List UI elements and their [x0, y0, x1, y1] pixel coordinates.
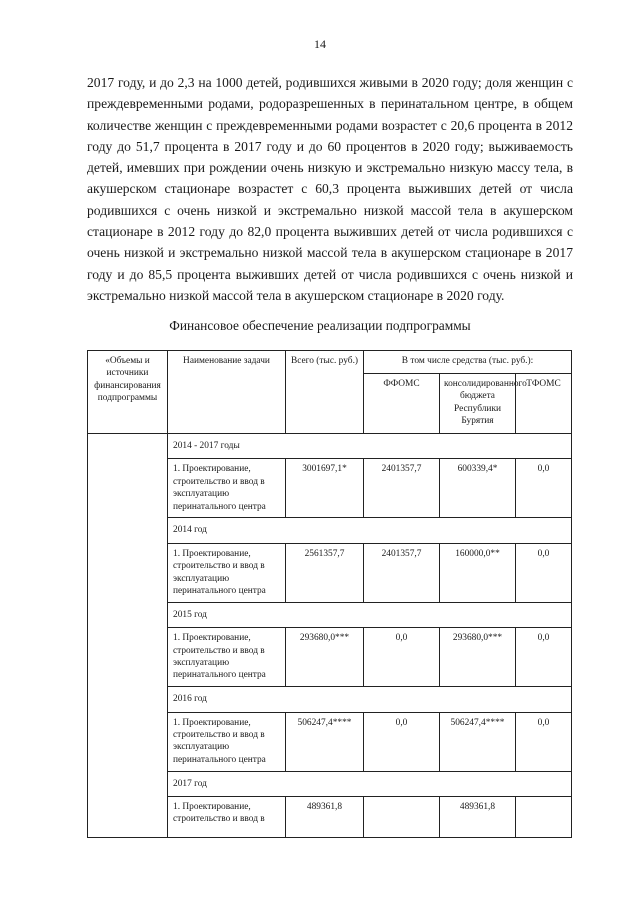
header-tfoms: ТФОМС	[516, 374, 572, 434]
sources-cell	[88, 434, 168, 838]
header-sources: «Объемы и источники финансирования подпрограммы	[88, 351, 168, 434]
tfoms-value	[516, 797, 572, 838]
financing-table	[87, 350, 572, 838]
header-including: В том числе средства (тыс. руб.):	[364, 351, 572, 374]
tfoms-value: 0,0	[516, 628, 572, 687]
budget-value: 506247,4****	[440, 712, 516, 771]
total-value: 506247,4****	[286, 712, 364, 771]
section-title: Финансовое обеспечение реализации подпрограммы	[169, 318, 471, 333]
period-label: 2014 год	[168, 518, 572, 543]
body-paragraph: 2017 году, и до 2,3 на 1000 детей, родившихся живыми в 2020 году; доля женщин с преждевременными родами, родоразрешенных в перинатальном центре, в общем количестве женщин с преждевременными родами возрастет с 20,6 процента в 2012 году до 51,7 процента в 2017 году и до 60 процентов в 2020 году; выживаемость детей, имевших при рождении очень низкую и экстремально низкую массу тела, в акушерском стационаре возрастет с 60,3 процента выживших детей от числа родившихся с очень низкой и экстремально низкой массой тела в акушерском стационаре в 2012 году до 82,0 процента выживших детей от числа родившихся с очень низкой и экстремально низкой массой тела в акушерском стационаре в 2017 году и до 85,5 процента выживших детей от числа родившихся с очень низкой и экстремально низкой массой тела в акушерском стационаре в 2020 году.	[87, 75, 573, 303]
header-budget: консолидированного бюджета Республики Бурятия	[440, 374, 516, 434]
header-task-name: Наименование задачи	[168, 351, 286, 434]
total-value: 489361,8	[286, 797, 364, 838]
ffoms-value	[364, 797, 440, 838]
ffoms-value: 0,0	[364, 628, 440, 687]
tfoms-value: 0,0	[516, 543, 572, 602]
budget-value: 600339,4*	[440, 459, 516, 518]
period-label: 2016 год	[168, 687, 572, 712]
tfoms-value: 0,0	[516, 712, 572, 771]
period-label: 2014 - 2017 годы	[168, 434, 572, 459]
task-name: 1. Проектирование, строительство и ввод в эксплуатацию перинатального центра	[168, 628, 286, 687]
header-row	[88, 351, 572, 374]
header-total: Всего (тыс. руб.)	[286, 351, 364, 434]
budget-value: 160000,0**	[440, 543, 516, 602]
task-name: 1. Проектирование, строительство и ввод в	[168, 797, 286, 838]
tfoms-value: 0,0	[516, 459, 572, 518]
period-row	[88, 434, 572, 459]
ffoms-value: 0,0	[364, 712, 440, 771]
ffoms-value: 2401357,7	[364, 543, 440, 602]
budget-value: 489361,8	[440, 797, 516, 838]
total-value: 2561357,7	[286, 543, 364, 602]
task-name: 1. Проектирование, строительство и ввод в эксплуатацию перинатального центра	[168, 712, 286, 771]
header-ffoms: ФФОМС	[364, 374, 440, 434]
task-name: 1. Проектирование, строительство и ввод в эксплуатацию перинатального центра	[168, 459, 286, 518]
period-label: 2015 год	[168, 602, 572, 627]
total-value: 293680,0***	[286, 628, 364, 687]
total-value: 3001697,1*	[286, 459, 364, 518]
period-label: 2017 год	[168, 771, 572, 796]
task-name: 1. Проектирование, строительство и ввод в эксплуатацию перинатального центра	[168, 543, 286, 602]
budget-value: 293680,0***	[440, 628, 516, 687]
page-number: 14	[314, 37, 326, 51]
ffoms-value: 2401357,7	[364, 459, 440, 518]
